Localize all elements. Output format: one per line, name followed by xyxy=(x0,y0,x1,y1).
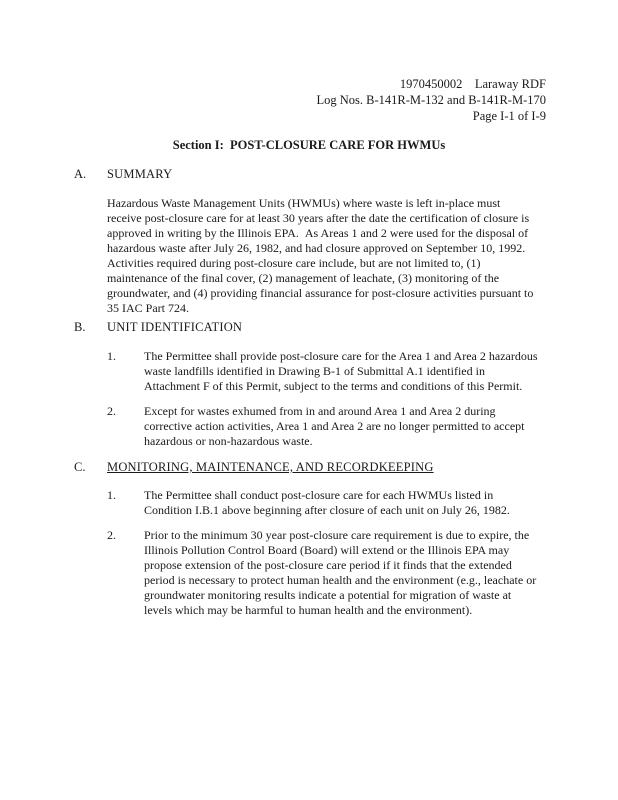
paragraph-line: Except for wastes exhumed from in and around Area 1 and Area 2 during xyxy=(144,404,496,418)
section-a-heading: SUMMARY xyxy=(107,167,173,181)
section-title: Section I: POST-CLOSURE CARE FOR HWMUs xyxy=(172,138,446,152)
section-b-letter: B. xyxy=(74,320,86,334)
paragraph-line: receive post-closure care for at least 30 years after the date the certification of closure is xyxy=(107,211,530,225)
header-id-facility: 1970450002 Laraway RDF xyxy=(399,77,546,91)
paragraph-line: The Permittee shall conduct post-closure care for each HWMUs listed in xyxy=(144,488,494,502)
paragraph-line: Prior to the minimum 30 year post-closure care requirement is due to expire, the xyxy=(144,528,530,542)
document-header xyxy=(316,76,546,124)
paragraph-line: corrective action activities, Area 1 and Area 2 are no longer permitted to accept xyxy=(144,419,525,433)
paragraph-line: Attachment F of this Permit, subject to the terms and conditions of this Permit. xyxy=(144,379,523,393)
paragraph-line: approved in writing by the Illinois EPA. As Areas 1 and 2 were used for the disposal of xyxy=(107,226,529,240)
paragraph-line: propose extension of the post-closure care period if it finds that the extended xyxy=(144,558,512,572)
paragraph-line: groundwater, and (4) providing financial assurance for post-closure activities pursuant to xyxy=(107,286,534,300)
paragraph-line: period is necessary to protect human health and the environment (e.g., leachate or xyxy=(144,573,537,587)
section-b-item-2-number: 2. xyxy=(107,404,116,418)
paragraph-line: Condition I.B.1 above beginning after closure of each unit on July 26, 1982. xyxy=(144,503,510,517)
section-c-letter: C. xyxy=(74,460,86,474)
section-b-item-2-text xyxy=(144,404,525,449)
header-log-numbers: Log Nos. B-141R-M-132 and B-141R-M-170 xyxy=(316,93,546,107)
section-c-item-2-text xyxy=(144,528,536,618)
section-c-item-1-number: 1. xyxy=(107,488,116,502)
paragraph-line: maintenance of the final cover, (2) management of leachate, (3) monitoring of the xyxy=(107,271,500,285)
section-c-item-1-text xyxy=(144,488,510,518)
paragraph-line: Hazardous Waste Management Units (HWMUs) where waste is left in-place must xyxy=(107,196,501,210)
paragraph-line: hazardous or non-hazardous waste. xyxy=(144,434,313,448)
paragraph-line: waste landfills identified in Drawing B-1 of Submittal A.1 identified in xyxy=(144,364,485,378)
section-a-paragraph xyxy=(107,196,533,316)
paragraph-line: levels which may be harmful to human health and the environment). xyxy=(144,603,473,617)
section-a-letter: A. xyxy=(74,167,87,181)
section-c-item-2-number: 2. xyxy=(107,528,116,542)
section-b-item-1-number: 1. xyxy=(107,349,116,363)
header-page-number: Page I-1 of I-9 xyxy=(472,109,546,123)
section-c-heading: MONITORING, MAINTENANCE, AND RECORDKEEPING xyxy=(107,460,434,474)
paragraph-line: 35 IAC Part 724. xyxy=(107,301,189,315)
paragraph-line: The Permittee shall provide post-closure care for the Area 1 and Area 2 hazardous xyxy=(144,349,538,363)
section-b-item-1-text xyxy=(144,349,538,394)
section-b-heading: UNIT IDENTIFICATION xyxy=(107,320,243,334)
paragraph-line: hazardous waste after July 26, 1982, and had closure approved on September 10, 1992. xyxy=(107,241,526,255)
paragraph-line: Illinois Pollution Control Board (Board) will extend or the Illinois EPA may xyxy=(144,543,510,557)
paragraph-line: Activities required during post-closure care include, but are not limited to, (1) xyxy=(107,256,481,270)
paragraph-line: groundwater monitoring results indicate a potential for migration of waste at xyxy=(144,588,512,602)
